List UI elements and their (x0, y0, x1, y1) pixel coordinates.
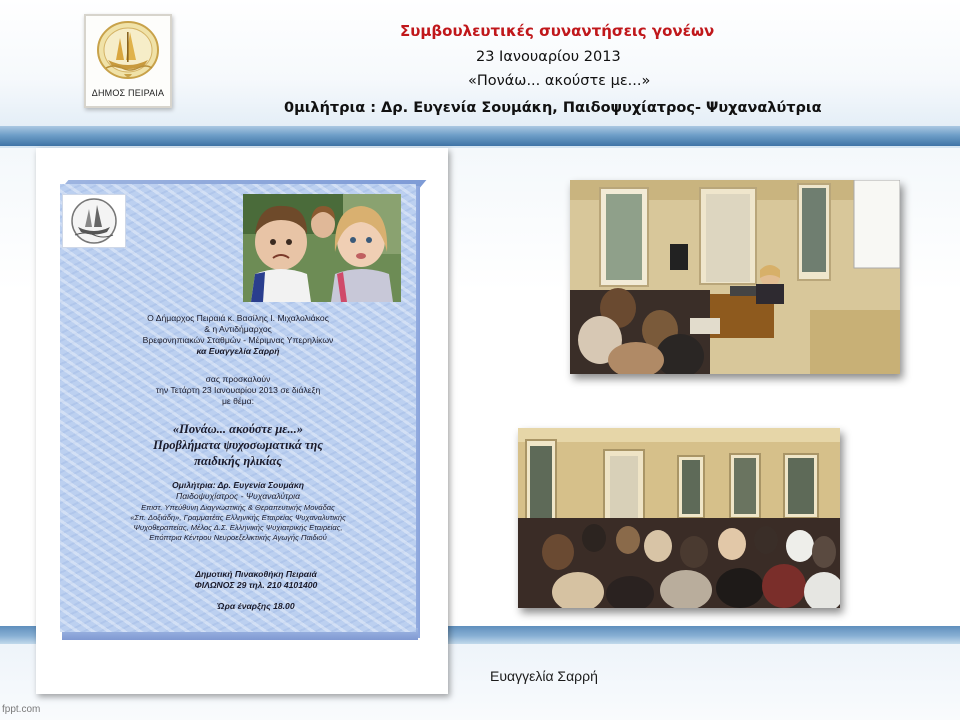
poster-venue-address: ΦΙΛΩΝΟΣ 29 τηλ. 210 4101400 (194, 580, 318, 590)
poster-start-time: Ώρα έναρξης 18.00 (217, 601, 295, 611)
event-photo-audience (518, 428, 840, 608)
author-name: Ευαγγελία Σαρρή (490, 668, 598, 684)
speaker-line: 0μιλήτρια : Δρ. Ευγενία Σουμάκη, Παιδοψυχίατρος- Ψυχαναλύτρια (284, 100, 822, 116)
poster-speaker-bio-3: Ψυχοθεραπείας, Μέλος Δ.Σ. Ελληνικής Ψυχιατρικής Εταιρείας, (133, 523, 343, 532)
logo-emblem-icon (94, 20, 162, 86)
poster-emblem-icon (63, 195, 125, 247)
logo-caption: ΔΗΜΟΣ ΠΕΙΡΑΙΑ (91, 88, 165, 98)
poster-speaker-bio-2: «Σπ. Δοξιάδη», Γραμματέας Ελληνικής Εταιρείας Ψυχαναλυτικής (130, 513, 346, 522)
event-date: 23 Ιανουαρίου 2013 (476, 49, 621, 65)
poster-line-date: την Τετάρτη 23 Ιανουαρίου 2013 σε διάλεξη (155, 385, 321, 395)
poster-line-mayor: Ο Δήμαρχος Πειραιά κ. Βασίλης Ι. Μιχαλολιάκος (147, 313, 329, 323)
event-series-title: Συμβουλευτικές συναντήσεις γονέων (400, 22, 715, 40)
template-watermark: fppt.com (2, 704, 41, 715)
poster-speaker-bio-1: Επιστ. Υπεύθυνη Διαγνωστικής & Θεραπευτικής Μονάδας (141, 503, 335, 512)
event-photo-speaker (570, 180, 900, 374)
poster-title-line-3: παιδικής ηλικίας (194, 454, 282, 468)
poster-line-department: Βρεφονηπιακών Σταθμών - Μέριμνας Υπερηλίκων (142, 335, 334, 345)
children-photo (243, 194, 401, 302)
header-divider-band (0, 126, 960, 146)
poster-venue-name: Δημοτική Πινακοθήκη Πειραιά (195, 569, 317, 579)
poster-speaker-title: Παιδοψυχίατρος - Ψυχαναλύτρια (176, 491, 300, 501)
poster-speaker-name: Ομιλήτρια: Δρ. Ευγενία Σουμάκη (171, 480, 304, 490)
lecture-title: «Πονάω... ακούστε με...» (468, 73, 651, 89)
poster-title-line-1: «Πονάω... ακούστε με...» (172, 422, 304, 436)
poster-line-topic: με θέμα: (221, 396, 255, 406)
poster-line-deputy-name: κα Ευαγγελία Σαρρή (196, 346, 280, 356)
poster-line-deputy: & η Αντιδήμαρχος (204, 324, 272, 334)
poster-title-line-2: Προβλήματα ψυχοσωματικά της (153, 438, 323, 452)
municipality-logo (84, 14, 172, 108)
poster-line-invite: σας προσκαλούν (205, 374, 271, 384)
poster-speaker-bio-4: Επόπτρια Κέντρου Νευροεξελικτικής Αγωγής Παιδιού (149, 533, 327, 542)
poster-logo (62, 194, 126, 248)
